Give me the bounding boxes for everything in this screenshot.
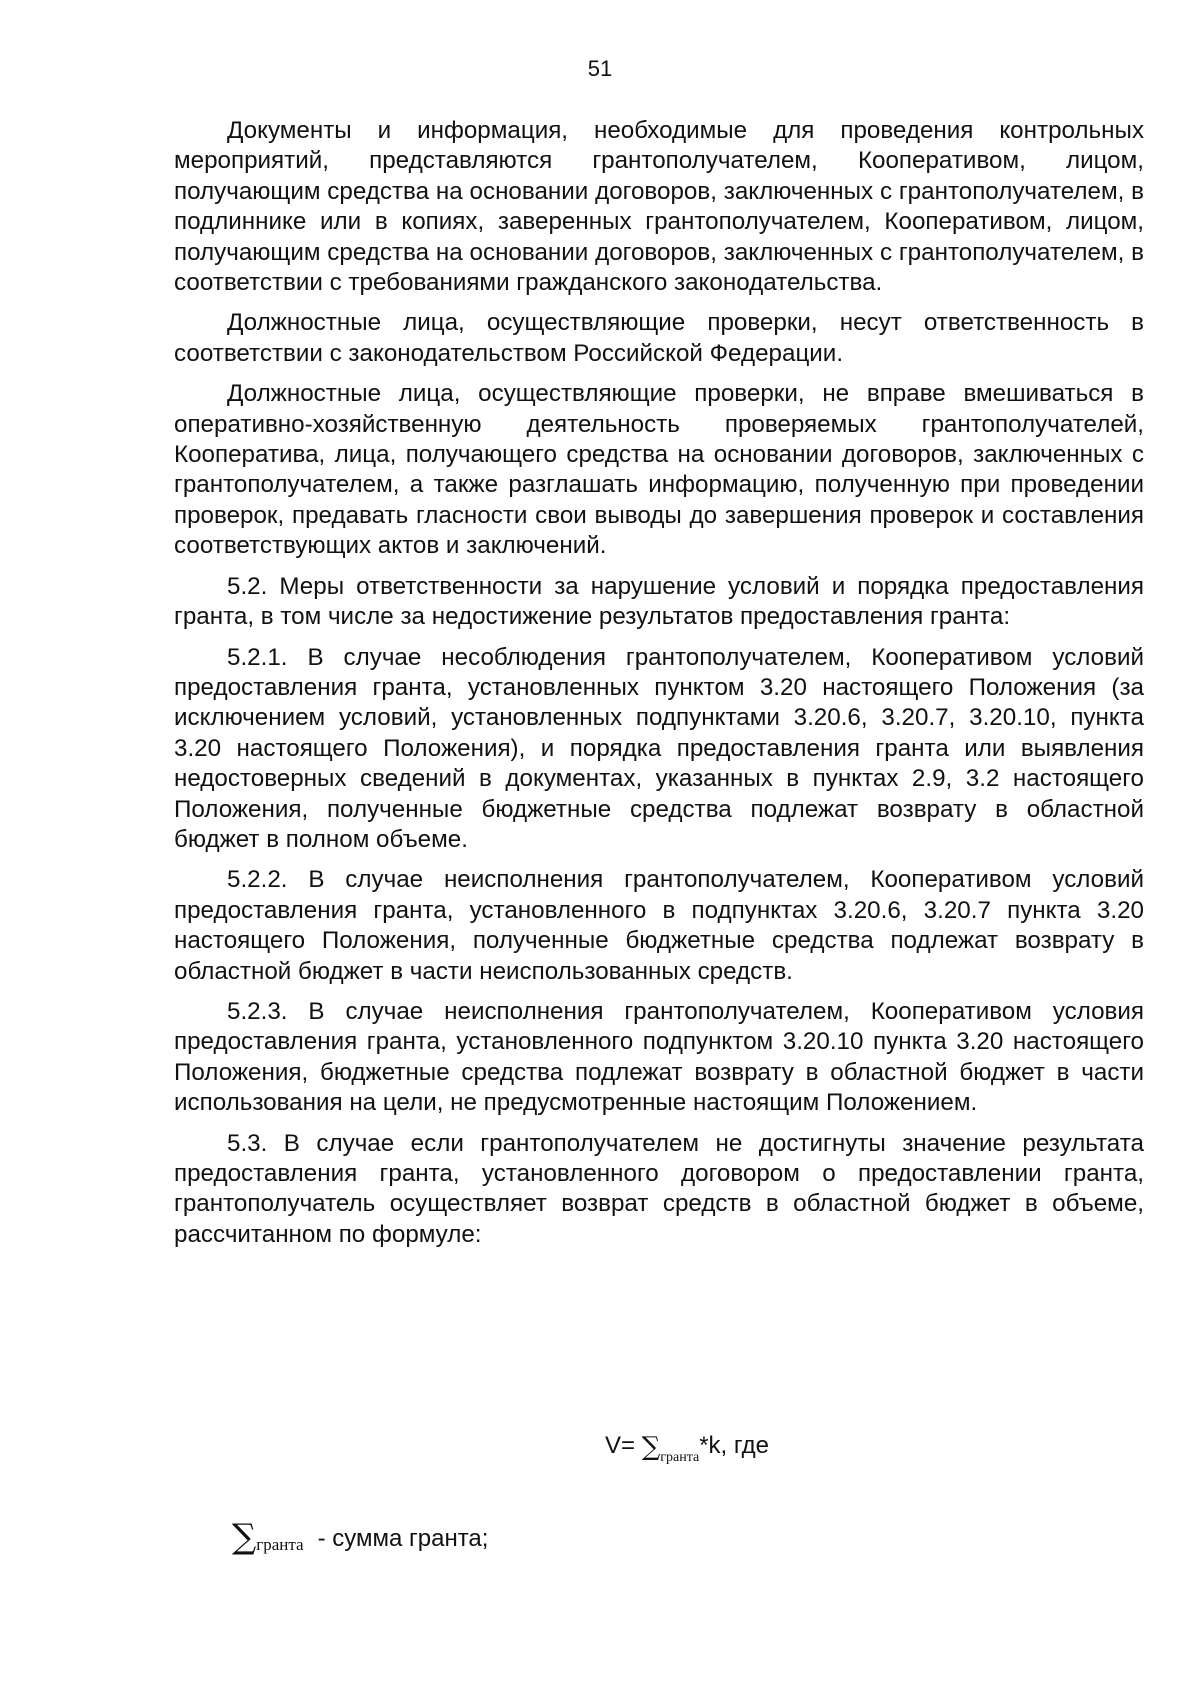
formula-subscript: гранта — [660, 1450, 700, 1465]
sigma-symbol: ∑ — [641, 1432, 661, 1462]
paragraph-5-2-3: 5.2.3. В случае неисполнения грантополучателем, Кооперативом условия предоставления гранта, установленного подпунктом 3.20.10 пункта 3.20 настоящего Положения, бюджетные средства подлежат возврату в областной бюджет в части использования на цели, не предусмотренные настоящим Положением. — [174, 997, 1144, 1117]
paragraph-5-3: 5.3. В случае если грантополучателем не достигнуты значение результата предоставления гранта, установленного договором о предоставлении гранта, грантополучатель осуществляет возврат средств в областной бюджет в объеме, рассчитанном по формуле: — [174, 1129, 1144, 1248]
formula — [605, 1430, 769, 1465]
paragraph-officials-responsibility: Должностные лица, осуществляющие проверки, несут ответственность в соответствии с законодательством Российской Федерации. — [174, 309, 1144, 367]
paragraph-documents-info: Документы и информация, необходимые для проведения контрольных мероприятий, представляются грантополучателем, Кооперативом, лицом, получающим средства на основании договоров, заключенных с грантополучателем, в подлиннике или в копиях, заверенных грантополучателем, Кооперативом, лицом, получающим средства на основании договоров, заключенных с грантополучателем, в соответствии с требованиями гражданского законодательства. — [174, 117, 1144, 297]
page-number: 51 — [587, 56, 613, 81]
definition-subscript: гранта — [256, 1535, 304, 1554]
formula-definition — [232, 1515, 488, 1555]
formula-rhs: *k, где — [699, 1432, 769, 1459]
document-body — [174, 116, 1144, 1260]
paragraph-5-2-2: 5.2.2. В случае неисполнения грантополучателем, Кооперативом условий предоставления гранта, установленного в подпунктах 3.20.6, 3.20.7 пункта 3.20 настоящего Положения, полученные бюджетные средства подлежат возврату в областной бюджет в части неиспользованных средств. — [174, 866, 1144, 985]
paragraph-5-2-1: 5.2.1. В случае несоблюдения грантополучателем, Кооперативом условий предоставления гранта, установленных пунктом 3.20 настоящего Положения (за исключением условий, установленных подпунктами 3.20.6, 3.20.7, 3.20.10, пункта 3.20 настоящего Положения), и порядка предоставления гранта или выявления недостоверных сведений в документах, указанных в пунктах 2.9, 3.2 настоящего Положения, полученные бюджетные средства подлежат возврату в областной бюджет в полном объеме. — [174, 643, 1144, 853]
paragraph-officials-restrictions: Должностные лица, осуществляющие проверки, не вправе вмешиваться в оперативно-хозяйственную деятельность проверяемых грантополучателей, Кооператива, лица, получающего средства на основании договоров, заключенных с грантополучателем, а также разглашать информацию, полученную при проведении проверок, предавать гласности свои выводы до завершения проверок и составления соответствующих актов и заключений. — [174, 380, 1144, 560]
paragraph-5-2: 5.2. Меры ответственности за нарушение условий и порядка предоставления гранта, в том числе за недостижение результатов предоставления гранта: — [174, 572, 1144, 631]
formula-lhs: V= — [605, 1432, 636, 1459]
definition-text: - сумма гранта; — [317, 1525, 489, 1552]
sigma-symbol-definition: ∑ — [232, 1517, 257, 1557]
